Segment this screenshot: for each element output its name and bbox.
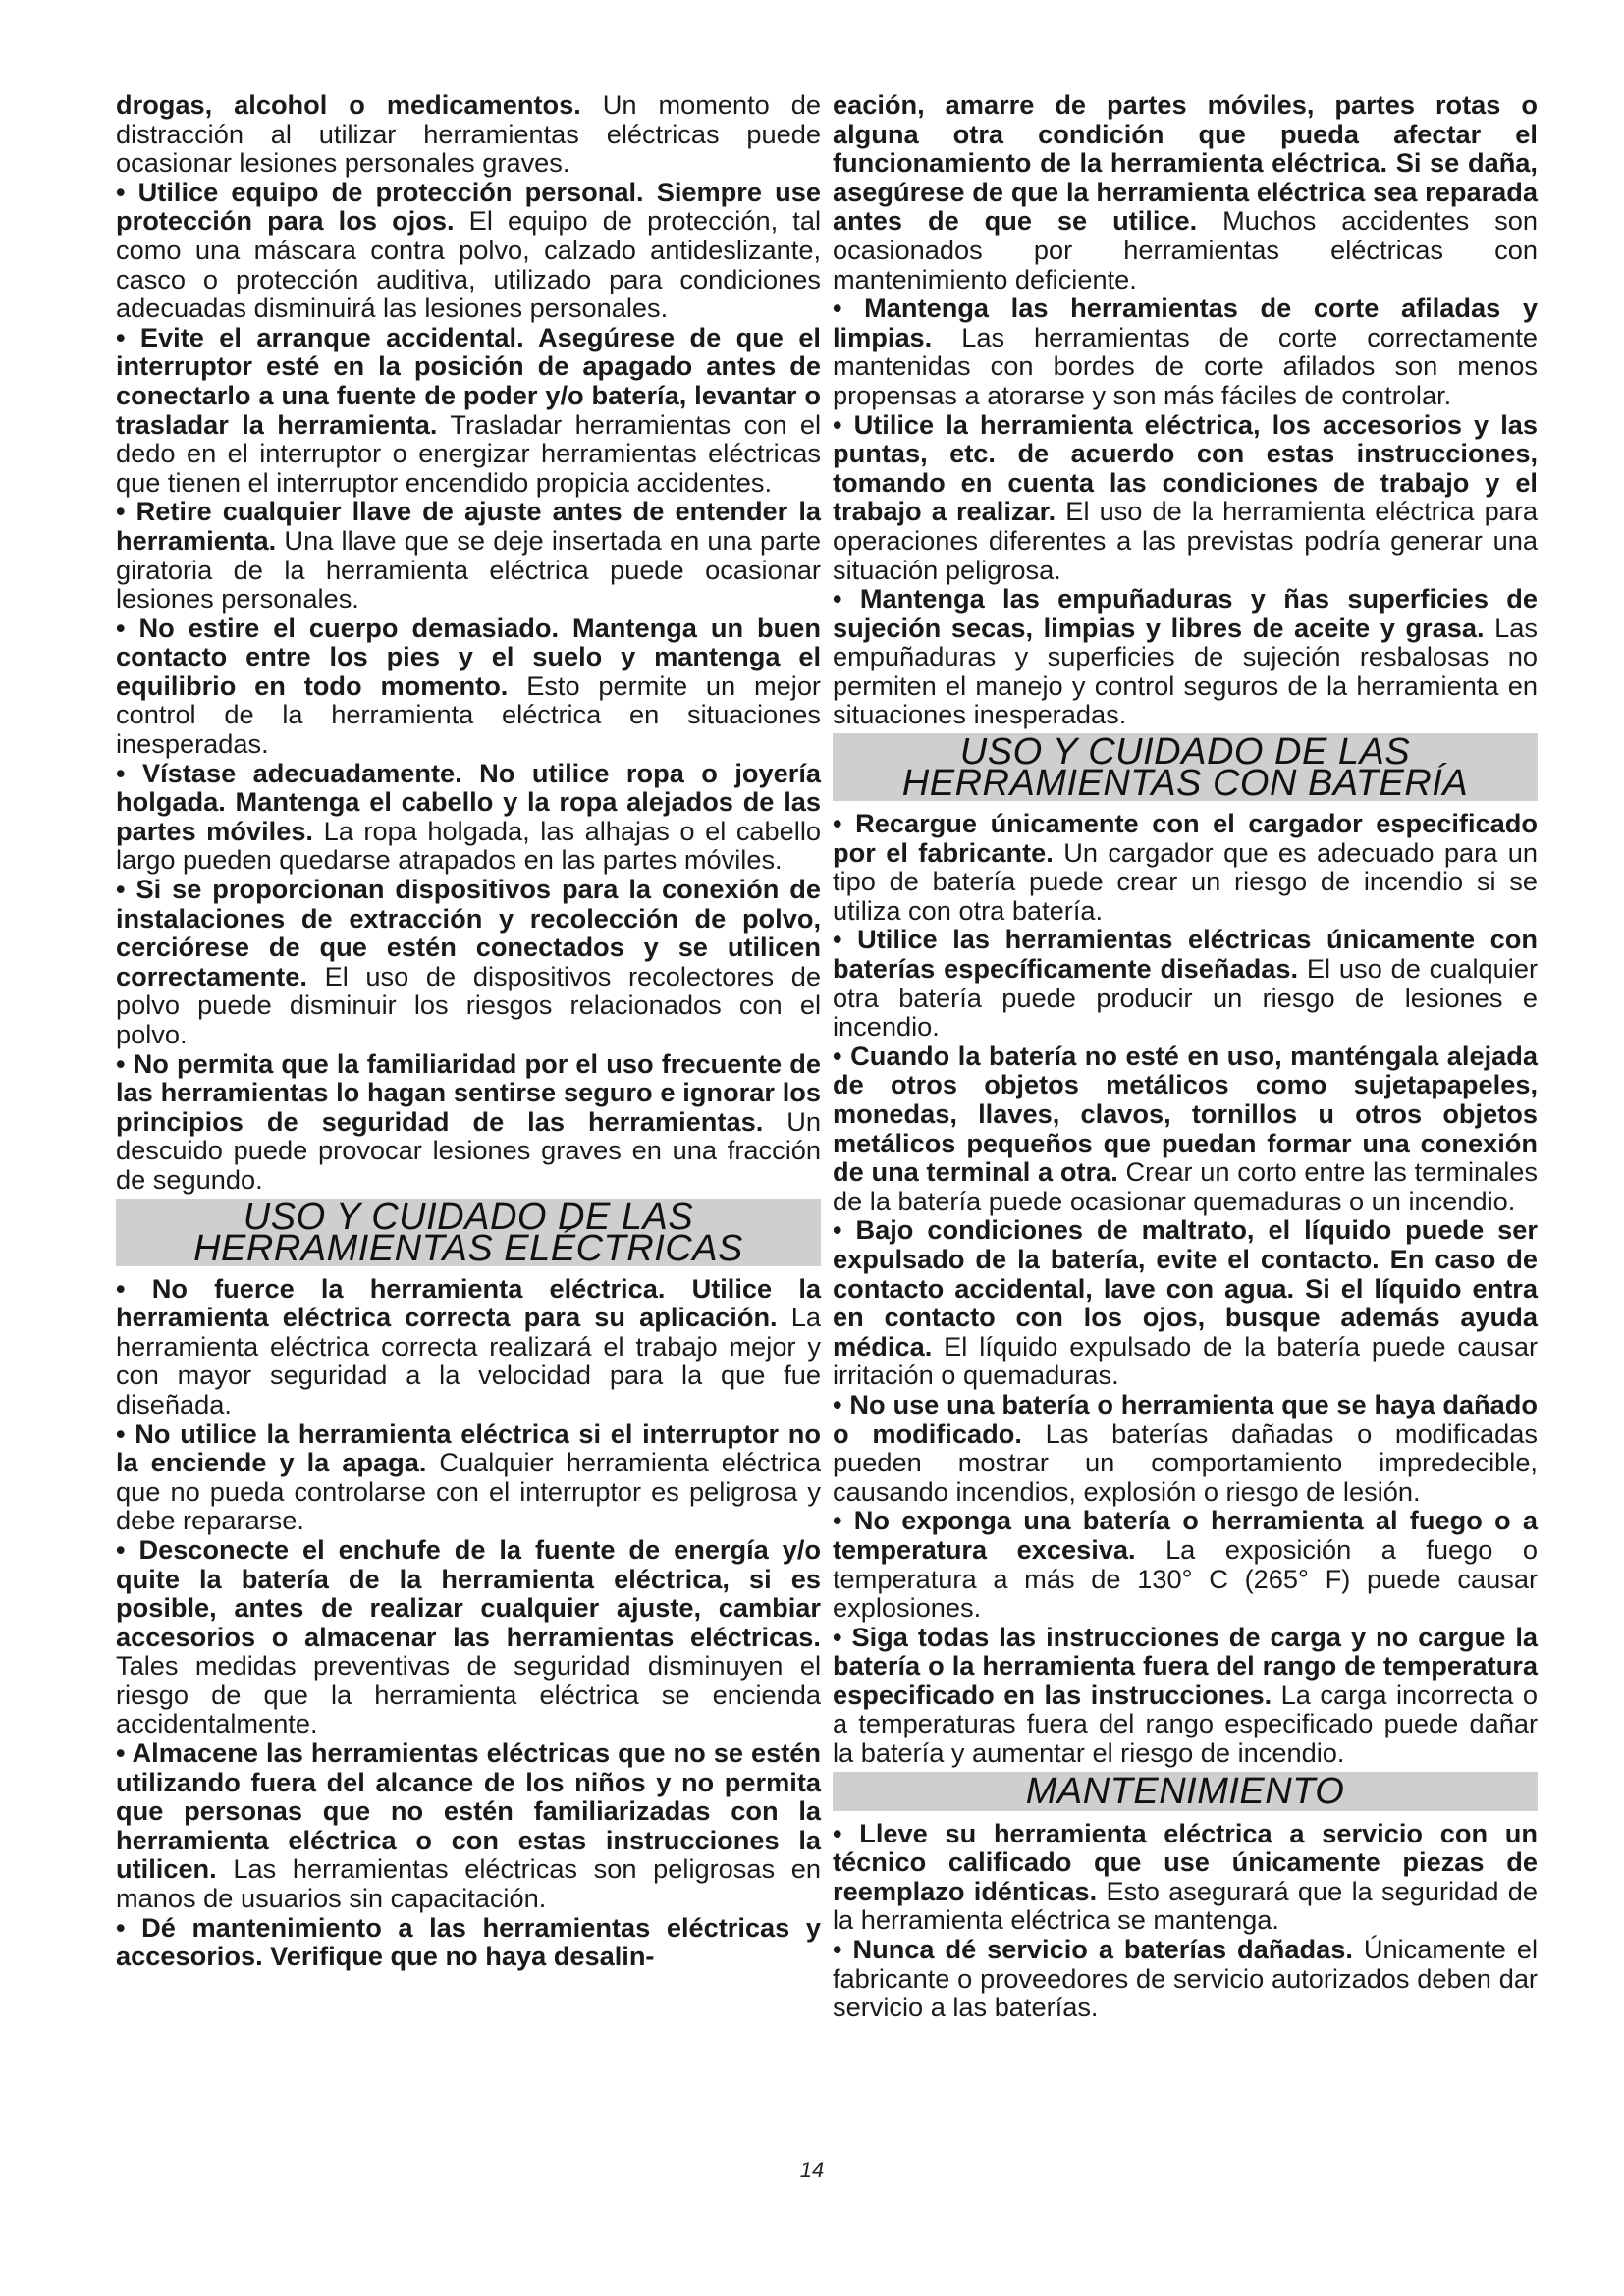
list-item: • Recargue únicamente con el cargador especificado por el fabricante. Un cargador que es adecuado para un tipo de batería puede crear un riesgo de incendio si se utiliza con otra batería.: [833, 808, 1538, 926]
safety-list-5: [833, 1819, 1538, 2022]
page-number: 14: [799, 2158, 825, 2182]
right-column: [833, 90, 1538, 2022]
safety-list-2: [116, 1274, 821, 1971]
list-item: • No exponga una batería o herramienta al fuego o a temperatura excesiva. La exposición a fuego o temperatura a más de 130° C (265° F) puede causar explosiones.: [833, 1505, 1538, 1624]
list-item: • Mantenga las empuñaduras y ñas superficies de sujeción secas, limpias y libres de aceite y grasa. Las empuñaduras y superficies de sujeción resbalosas no permiten el manejo y control seguros de la herramienta en situaciones inesperadas.: [833, 583, 1538, 730]
section-heading-power-tools: USO Y CUIDADO DE LAS HERRAMIENTAS ELÉCTRICAS: [116, 1199, 821, 1266]
continuation-paragraph: eación, amarre de partes móviles, partes rotas o alguna otra condición que pueda afectar el funcionamiento de la herramienta eléctrica. Si se daña, asegúrese de que la herramienta eléctrica sea reparada antes de que se utilice. Muchos accidentes son ocasionados por herramientas eléctricas con mantenimiento deficiente.: [833, 89, 1539, 294]
list-item: • Almacene las herramientas eléctricas que no se estén utilizando fuera del alcance de los niños y no permita que personas que no estén familiarizadas con la herramienta eléctrica o con estas instrucciones la utilicen. Las herramientas eléctricas son peligrosas en manos de usuarios sin capacitación.: [116, 1737, 822, 1914]
section-heading-maintenance: MANTENIMIENTO: [833, 1772, 1538, 1811]
list-item: • Si se proporcionan dispositivos para la conexión de instalaciones de extracción y recolección de polvo, cerciórese de que estén conectados y se utilicen correctamente. El uso de dispositivos recolectores de polvo puede disminuir los riesgos relacionados con el polvo.: [116, 874, 821, 1049]
list-item: • Retire cualquier llave de ajuste antes de entender la herramienta. Una llave que se deje insertada en una parte giratoria de la herramienta eléctrica puede ocasionar lesiones personales.: [116, 496, 821, 614]
list-item: • No utilice la herramienta eléctrica si el interruptor no la enciende y la apaga. Cualquier herramienta eléctrica que no pueda controlarse con el interruptor es peligrosa y debe repararse.: [116, 1417, 821, 1536]
list-item: • Cuando la batería no esté en uso, manténgala alejada de otros objetos metálicos como sujetapapeles, monedas, llaves, clavos, tornillos u otros objetos metálicos pequeños que puedan formar una conexión de una terminal a otra. Crear un corto entre las terminales de la batería puede ocasionar quemaduras o un incendio.: [833, 1040, 1539, 1216]
safety-list-3: [833, 294, 1538, 729]
list-item: • No estire el cuerpo demasiado. Mantenga un buen contacto entre los pies y el suelo y mantenga el equilibrio en todo momento. Esto permite un mejor control de la herramienta eléctrica en situaciones inesperadas.: [116, 612, 822, 760]
list-item: • Lleve su herramienta eléctrica a servicio con un técnico calificado que use únicamente piezas de reemplazo idénticas. Esto asegurará que la seguridad de la herramienta eléctrica se mantenga.: [833, 1817, 1538, 1936]
safety-list-1: [116, 178, 821, 1195]
list-item: • No permita que la familiaridad por el uso frecuente de las herramientas lo hagan sentirse seguro e ignorar los principios de seguridad de las herramientas. Un descuido puede provocar lesiones graves en una fracción de segundo.: [116, 1047, 821, 1195]
list-item: • Utilice las herramientas eléctricas únicamente con baterías específicamente diseñadas. El uso de cualquier otra batería puede producir un riesgo de lesiones e incendio.: [833, 924, 1539, 1042]
list-item: • No use una batería o herramienta que se haya dañado o modificado. Las baterías dañadas o modificadas pueden mostrar un comportamiento impredecible, causando incendios, explosión o riesgo de lesión.: [833, 1388, 1538, 1507]
safety-list-4: [833, 809, 1538, 1768]
list-item: • Bajo condiciones de maltrato, el líquido puede ser expulsado de la batería, evite el contacto. En caso de contacto accidental, lave con agua. Si el líquido entra en contacto con los ojos, busque además ayuda médica. El líquido expulsado de la batería puede causar irritación o quemaduras.: [833, 1214, 1539, 1391]
list-item: • Dé mantenimiento a las herramientas eléctricas y accesorios. Verifique que no haya desalin-: [116, 1911, 821, 1972]
list-item: • Siga todas las instrucciones de carga y no cargue la batería o la herramienta fuera del rango de temperatura especificado en las instrucciones. La carga incorrecta o a temperaturas fuera del rango especificado puede dañar la batería y aumentar el riesgo de incendio.: [833, 1621, 1538, 1769]
list-item: • Mantenga las herramientas de corte afiladas y limpias. Las herramientas de corte correctamente mantenidas con bordes de corte afilados son menos propensas a atorarse y son más fáciles de controlar.: [833, 293, 1538, 410]
intro-paragraph: drogas, alcohol o medicamentos. Un momento de distracción al utilizar herramientas eléctricas puede ocasionar lesiones personales graves.: [116, 89, 821, 179]
list-item: • Desconecte el enchufe de la fuente de energía y/o quite la batería de la herramienta eléctrica, si es posible, antes de realizar cualquier ajuste, cambiar accesorios o almacenar las herramientas eléctricas. Tales medidas preventivas de seguridad disminuyen el riesgo de que la herramienta eléctrica se encienda accidentalmente.: [116, 1533, 821, 1739]
list-item: • Utilice la herramienta eléctrica, los accesorios y las puntas, etc. de acuerdo con estas instrucciones, tomando en cuenta las condiciones de trabajo y el trabajo a realizar. El uso de la herramienta eléctrica para operaciones diferentes a las previstas podría generar una situación peligrosa.: [833, 408, 1538, 585]
list-item: • Evite el arranque accidental. Asegúrese de que el interruptor esté en la posición de apagado antes de conectarlo a una fuente de poder y/o batería, levantar o trasladar la herramienta. Trasladar herramientas con el dedo en el interruptor o energizar herramientas eléctricas que tienen el interruptor encendido propicia accidentes.: [116, 321, 821, 498]
list-item: • Utilice equipo de protección personal. Siempre use protección para los ojos. El equipo de protección, tal como una máscara contra polvo, calzado antideslizante, casco o protección auditiva, utilizado para condiciones adecuadas disminuirá las lesiones personales.: [116, 176, 821, 324]
section-heading-battery-tools: USO Y CUIDADO DE LAS HERRAMIENTAS CON BATERÍA: [833, 733, 1538, 801]
list-item: • No fuerce la herramienta eléctrica. Utilice la herramienta eléctrica correcta para su aplicación. La herramienta eléctrica correcta realizará el trabajo mejor y con mayor seguridad a la velocidad para la que fue diseñada.: [116, 1272, 821, 1419]
list-item: • Nunca dé servicio a baterías dañadas. Únicamente el fabricante o proveedores de servicio autorizados deben dar servicio a las baterías.: [833, 1934, 1538, 2023]
list-item: • Vístase adecuadamente. No utilice ropa o joyería holgada. Mantenga el cabello y la ropa alejados de las partes móviles. La ropa holgada, las alhajas o el cabello largo pueden quedarse atrapados en las partes móviles.: [116, 757, 821, 876]
left-column: [116, 90, 821, 1971]
